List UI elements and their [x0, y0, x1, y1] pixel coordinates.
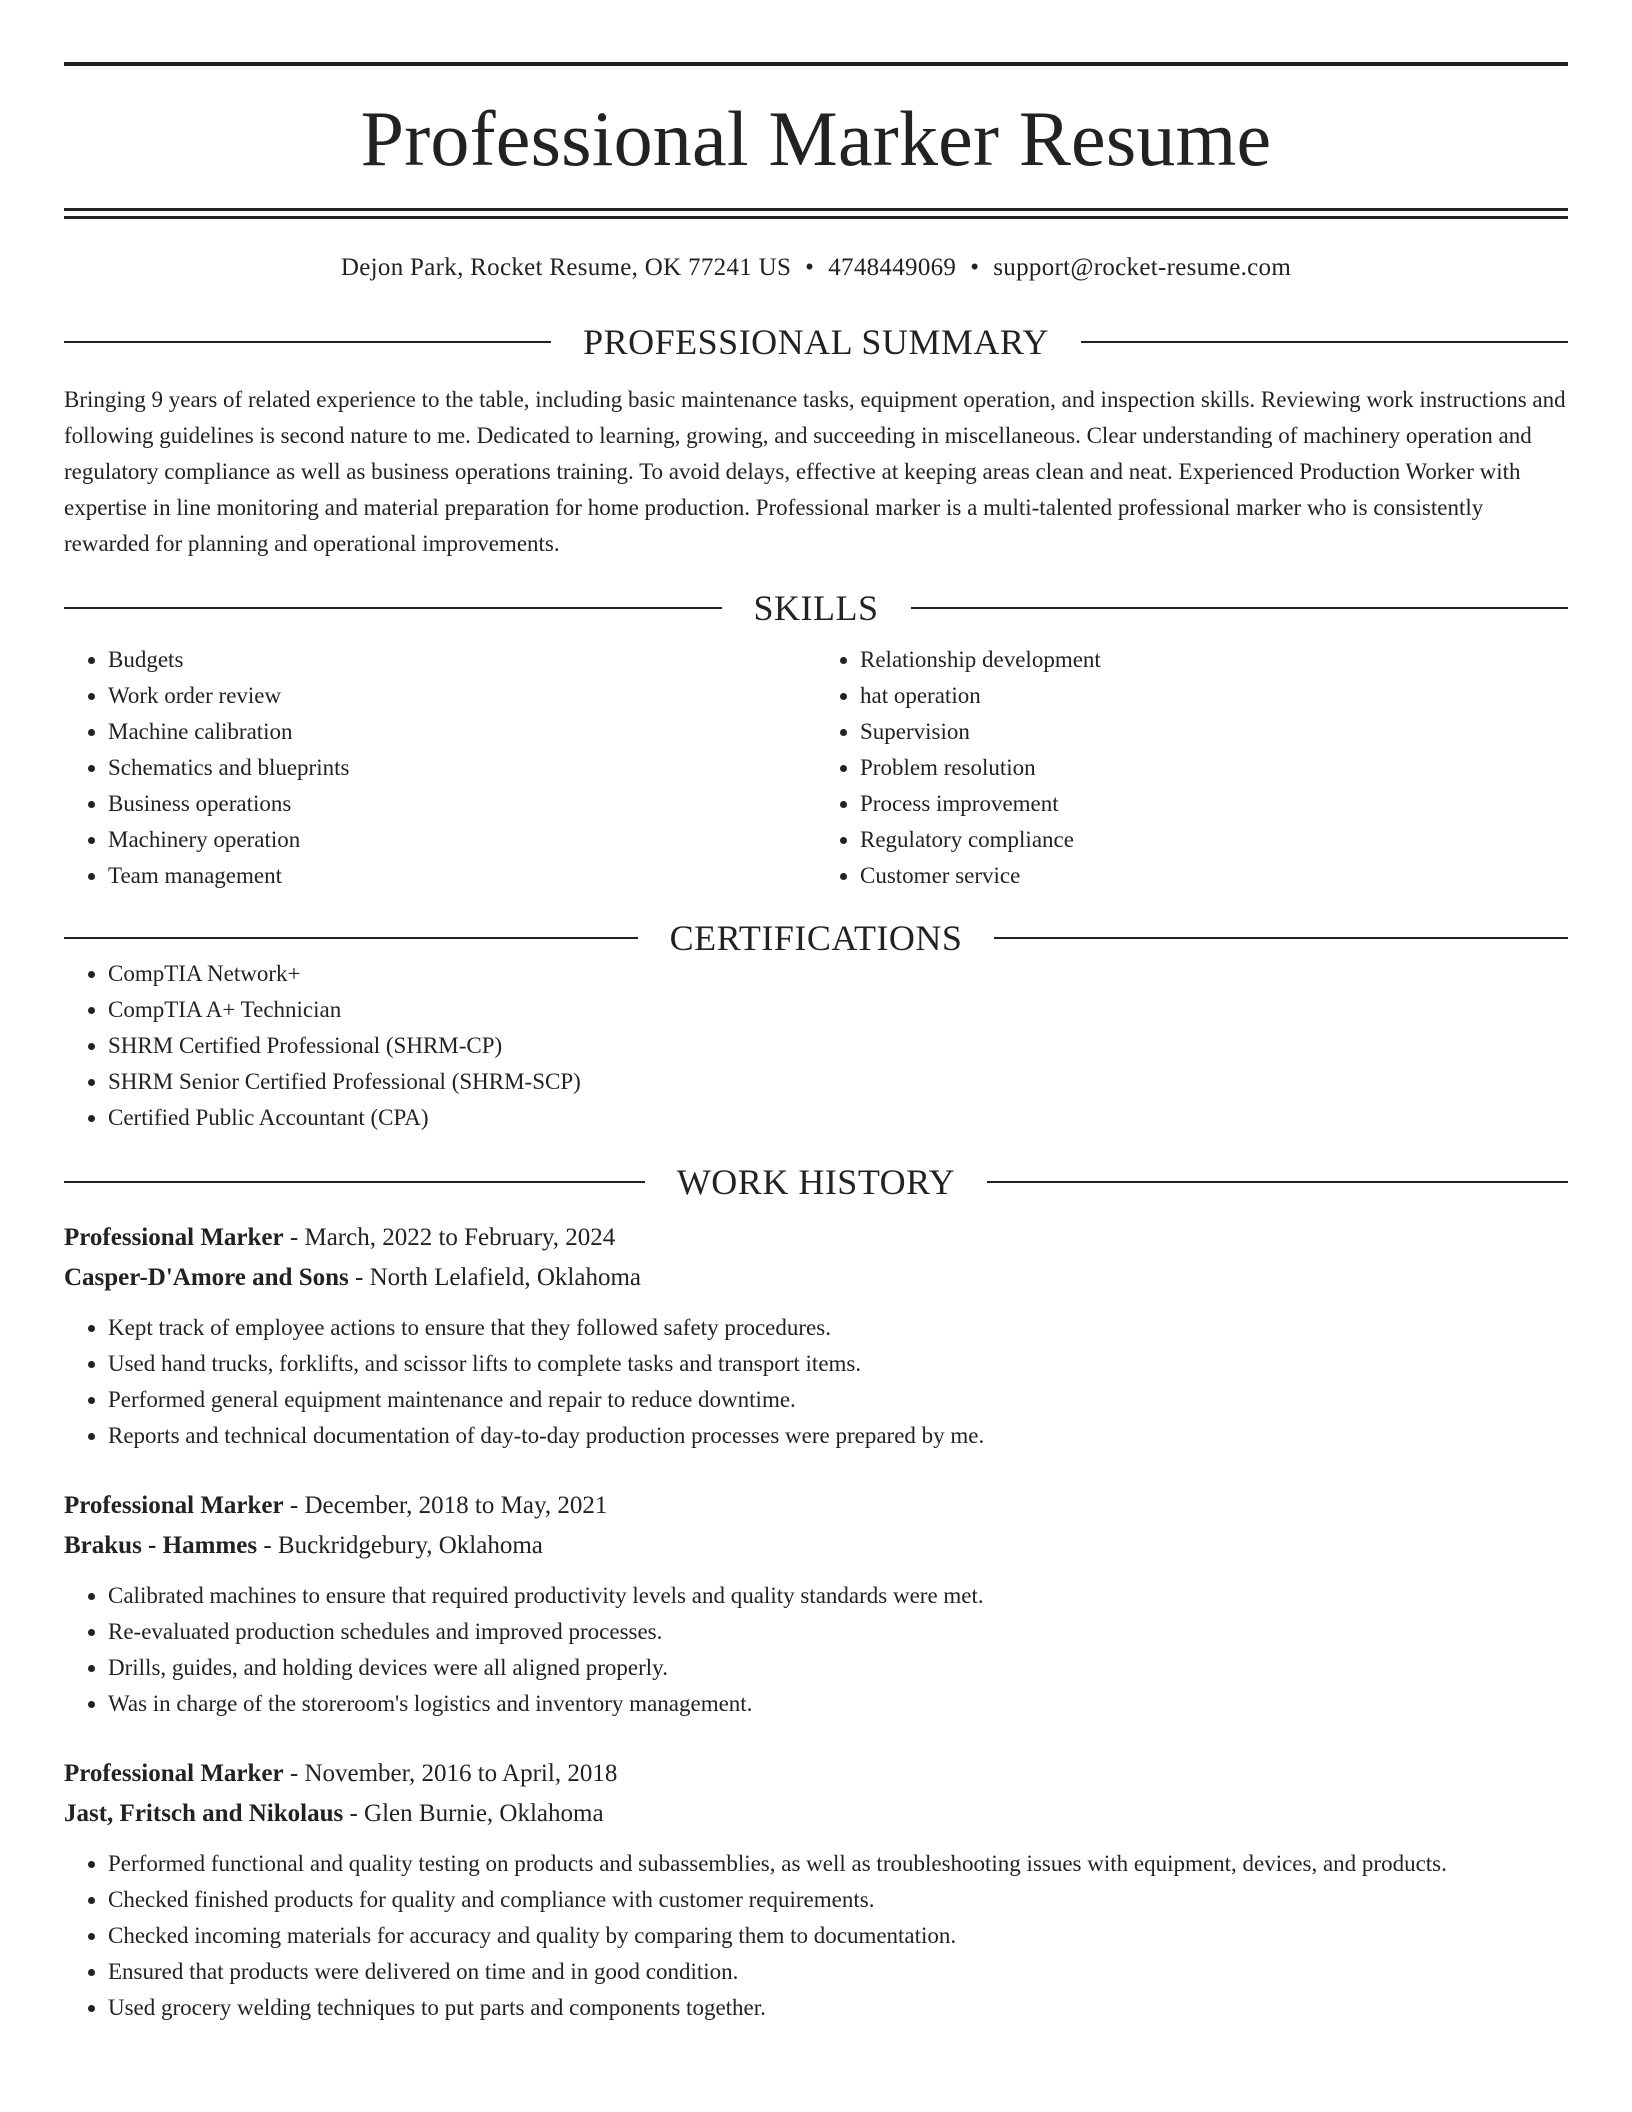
skills-column-right	[816, 642, 1568, 894]
job-duty-item: • Performed functional and quality testing on products and subassemblies, as well as troubleshooting issues with equipment, devices, and products.	[108, 1846, 1568, 1882]
section-rule-right	[994, 937, 1568, 939]
job-duty-item: • Drills, guides, and holding devices were all aligned properly.	[108, 1650, 1568, 1686]
job-location: - North Lelafield, Oklahoma	[348, 1264, 642, 1291]
job-duty-item: • Was in charge of the storeroom's logistics and inventory management.	[108, 1686, 1568, 1722]
section-title-summary: PROFESSIONAL SUMMARY	[583, 322, 1049, 362]
skills-list-left	[64, 642, 816, 894]
job-role: Professional Marker	[64, 1224, 284, 1251]
job-company-line	[64, 1794, 1568, 1834]
job-dates: - December, 2018 to May, 2021	[283, 1492, 608, 1519]
certification-item: • SHRM Certified Professional (SHRM-CP)	[108, 1028, 1568, 1064]
job-duty-item: • Used hand trucks, forklifts, and scissor lifts to complete tasks and transport items.	[108, 1346, 1568, 1382]
job-duty-item: • Re-evaluated production schedules and improved processes.	[108, 1614, 1568, 1650]
job-duty-item: • Performed general equipment maintenance and repair to reduce downtime.	[108, 1382, 1568, 1418]
contact-email: support@rocket-resume.com	[993, 254, 1292, 281]
job-company-line	[64, 1526, 1568, 1566]
section-header-work-history	[64, 1164, 1568, 1200]
section-rule-left	[64, 1181, 645, 1183]
job-role: Professional Marker	[64, 1492, 284, 1519]
skill-item: • Machinery operation	[108, 822, 816, 858]
contact-separator: •	[970, 254, 980, 281]
job-company: Jast, Fritsch and Nikolaus	[64, 1800, 344, 1827]
skill-item: • hat operation	[860, 678, 1568, 714]
contact-line	[64, 255, 1568, 280]
job-duty-item: • Reports and technical documentation of day-to-day production processes were prepared by me.	[108, 1418, 1568, 1454]
job-title-line	[64, 1754, 1568, 1794]
section-rule-right	[911, 607, 1569, 609]
certification-item: • SHRM Senior Certified Professional (SHRM-SCP)	[108, 1064, 1568, 1100]
section-header-certifications	[64, 920, 1568, 956]
skills-column-left	[64, 642, 816, 894]
job-company: Casper-D'Amore and Sons	[64, 1264, 349, 1291]
job-location: - Buckridgebury, Oklahoma	[257, 1532, 543, 1559]
section-title-certifications: CERTIFICATIONS	[669, 918, 963, 958]
job-company: Brakus - Hammes	[64, 1532, 258, 1559]
job-duty-item: • Checked finished products for quality and compliance with customer requirements.	[108, 1882, 1568, 1918]
job-duties-list	[64, 1310, 1568, 1454]
skills-columns	[64, 642, 1568, 894]
section-header-summary	[64, 324, 1568, 360]
section-rule-right	[1081, 341, 1568, 343]
top-rule	[64, 62, 1568, 66]
skill-item: • Supervision	[860, 714, 1568, 750]
job-duties-list	[64, 1578, 1568, 1722]
skill-item: • Regulatory compliance	[860, 822, 1568, 858]
job-location: - Glen Burnie, Oklahoma	[343, 1800, 604, 1827]
contact-address: Dejon Park, Rocket Resume, OK 77241 US	[340, 254, 792, 281]
job-company-line	[64, 1258, 1568, 1298]
skill-item: • Business operations	[108, 786, 816, 822]
certifications-list	[64, 956, 1568, 1136]
certification-item: • CompTIA Network+	[108, 956, 1568, 992]
resume-title: Professional Marker Resume	[360, 95, 1272, 182]
job-dates: - March, 2022 to February, 2024	[283, 1224, 616, 1251]
contact-phone: 4748449069	[828, 254, 957, 281]
skill-item: • Budgets	[108, 642, 816, 678]
summary-text: Bringing 9 years of related experience to the table, including basic maintenance tasks, equipment operation, and inspection skills. Reviewing work instructions and following guidelines is second nature to me. Dedicated to learning, growing, and succeeding in miscellaneous. Clear understanding of machinery operation and regulatory compliance as well as business operations training. To avoid delays, effective at keeping areas clean and neat. Experienced Production Worker with expertise in line monitoring and material preparation for home production. Professional marker is a multi-talented professional marker who is consistently rewarded for planning and operational improvements.	[64, 387, 1566, 556]
skill-item: • Relationship development	[860, 642, 1568, 678]
section-rule-left	[64, 937, 638, 939]
job-title-line	[64, 1218, 1568, 1258]
section-title-skills: SKILLS	[753, 588, 879, 628]
contact-separator: •	[805, 254, 815, 281]
skill-item: • Problem resolution	[860, 750, 1568, 786]
skill-item: • Schematics and blueprints	[108, 750, 816, 786]
job-duties-list	[64, 1846, 1568, 2026]
skill-item: • Work order review	[108, 678, 816, 714]
job-dates: - November, 2016 to April, 2018	[283, 1760, 618, 1787]
skill-item: • Machine calibration	[108, 714, 816, 750]
section-rule-left	[64, 607, 722, 609]
job-duty-item: • Kept track of employee actions to ensure that they followed safety procedures.	[108, 1310, 1568, 1346]
section-title-work-history: WORK HISTORY	[676, 1162, 956, 1202]
section-header-skills	[64, 590, 1568, 626]
certification-item: • CompTIA A+ Technician	[108, 992, 1568, 1028]
job-duty-item: • Checked incoming materials for accuracy and quality by comparing them to documentation.	[108, 1918, 1568, 1954]
section-rule-right	[987, 1181, 1568, 1183]
skills-list-right	[816, 642, 1568, 894]
job-duty-item: • Calibrated machines to ensure that required productivity levels and quality standards were met.	[108, 1578, 1568, 1614]
job-duty-item: • Ensured that products were delivered on time and in good condition.	[108, 1954, 1568, 1990]
job-role: Professional Marker	[64, 1760, 284, 1787]
title-double-rule	[64, 208, 1568, 219]
skill-item: • Customer service	[860, 858, 1568, 894]
skill-item: • Team management	[108, 858, 816, 894]
job-entry	[64, 1754, 1568, 2026]
job-entry	[64, 1486, 1568, 1722]
section-rule-left	[64, 341, 551, 343]
job-duty-item: • Used grocery welding techniques to put parts and components together.	[108, 1990, 1568, 2026]
job-title-line	[64, 1486, 1568, 1526]
job-entry	[64, 1218, 1568, 1454]
skill-item: • Process improvement	[860, 786, 1568, 822]
certification-item: • Certified Public Accountant (CPA)	[108, 1100, 1568, 1136]
